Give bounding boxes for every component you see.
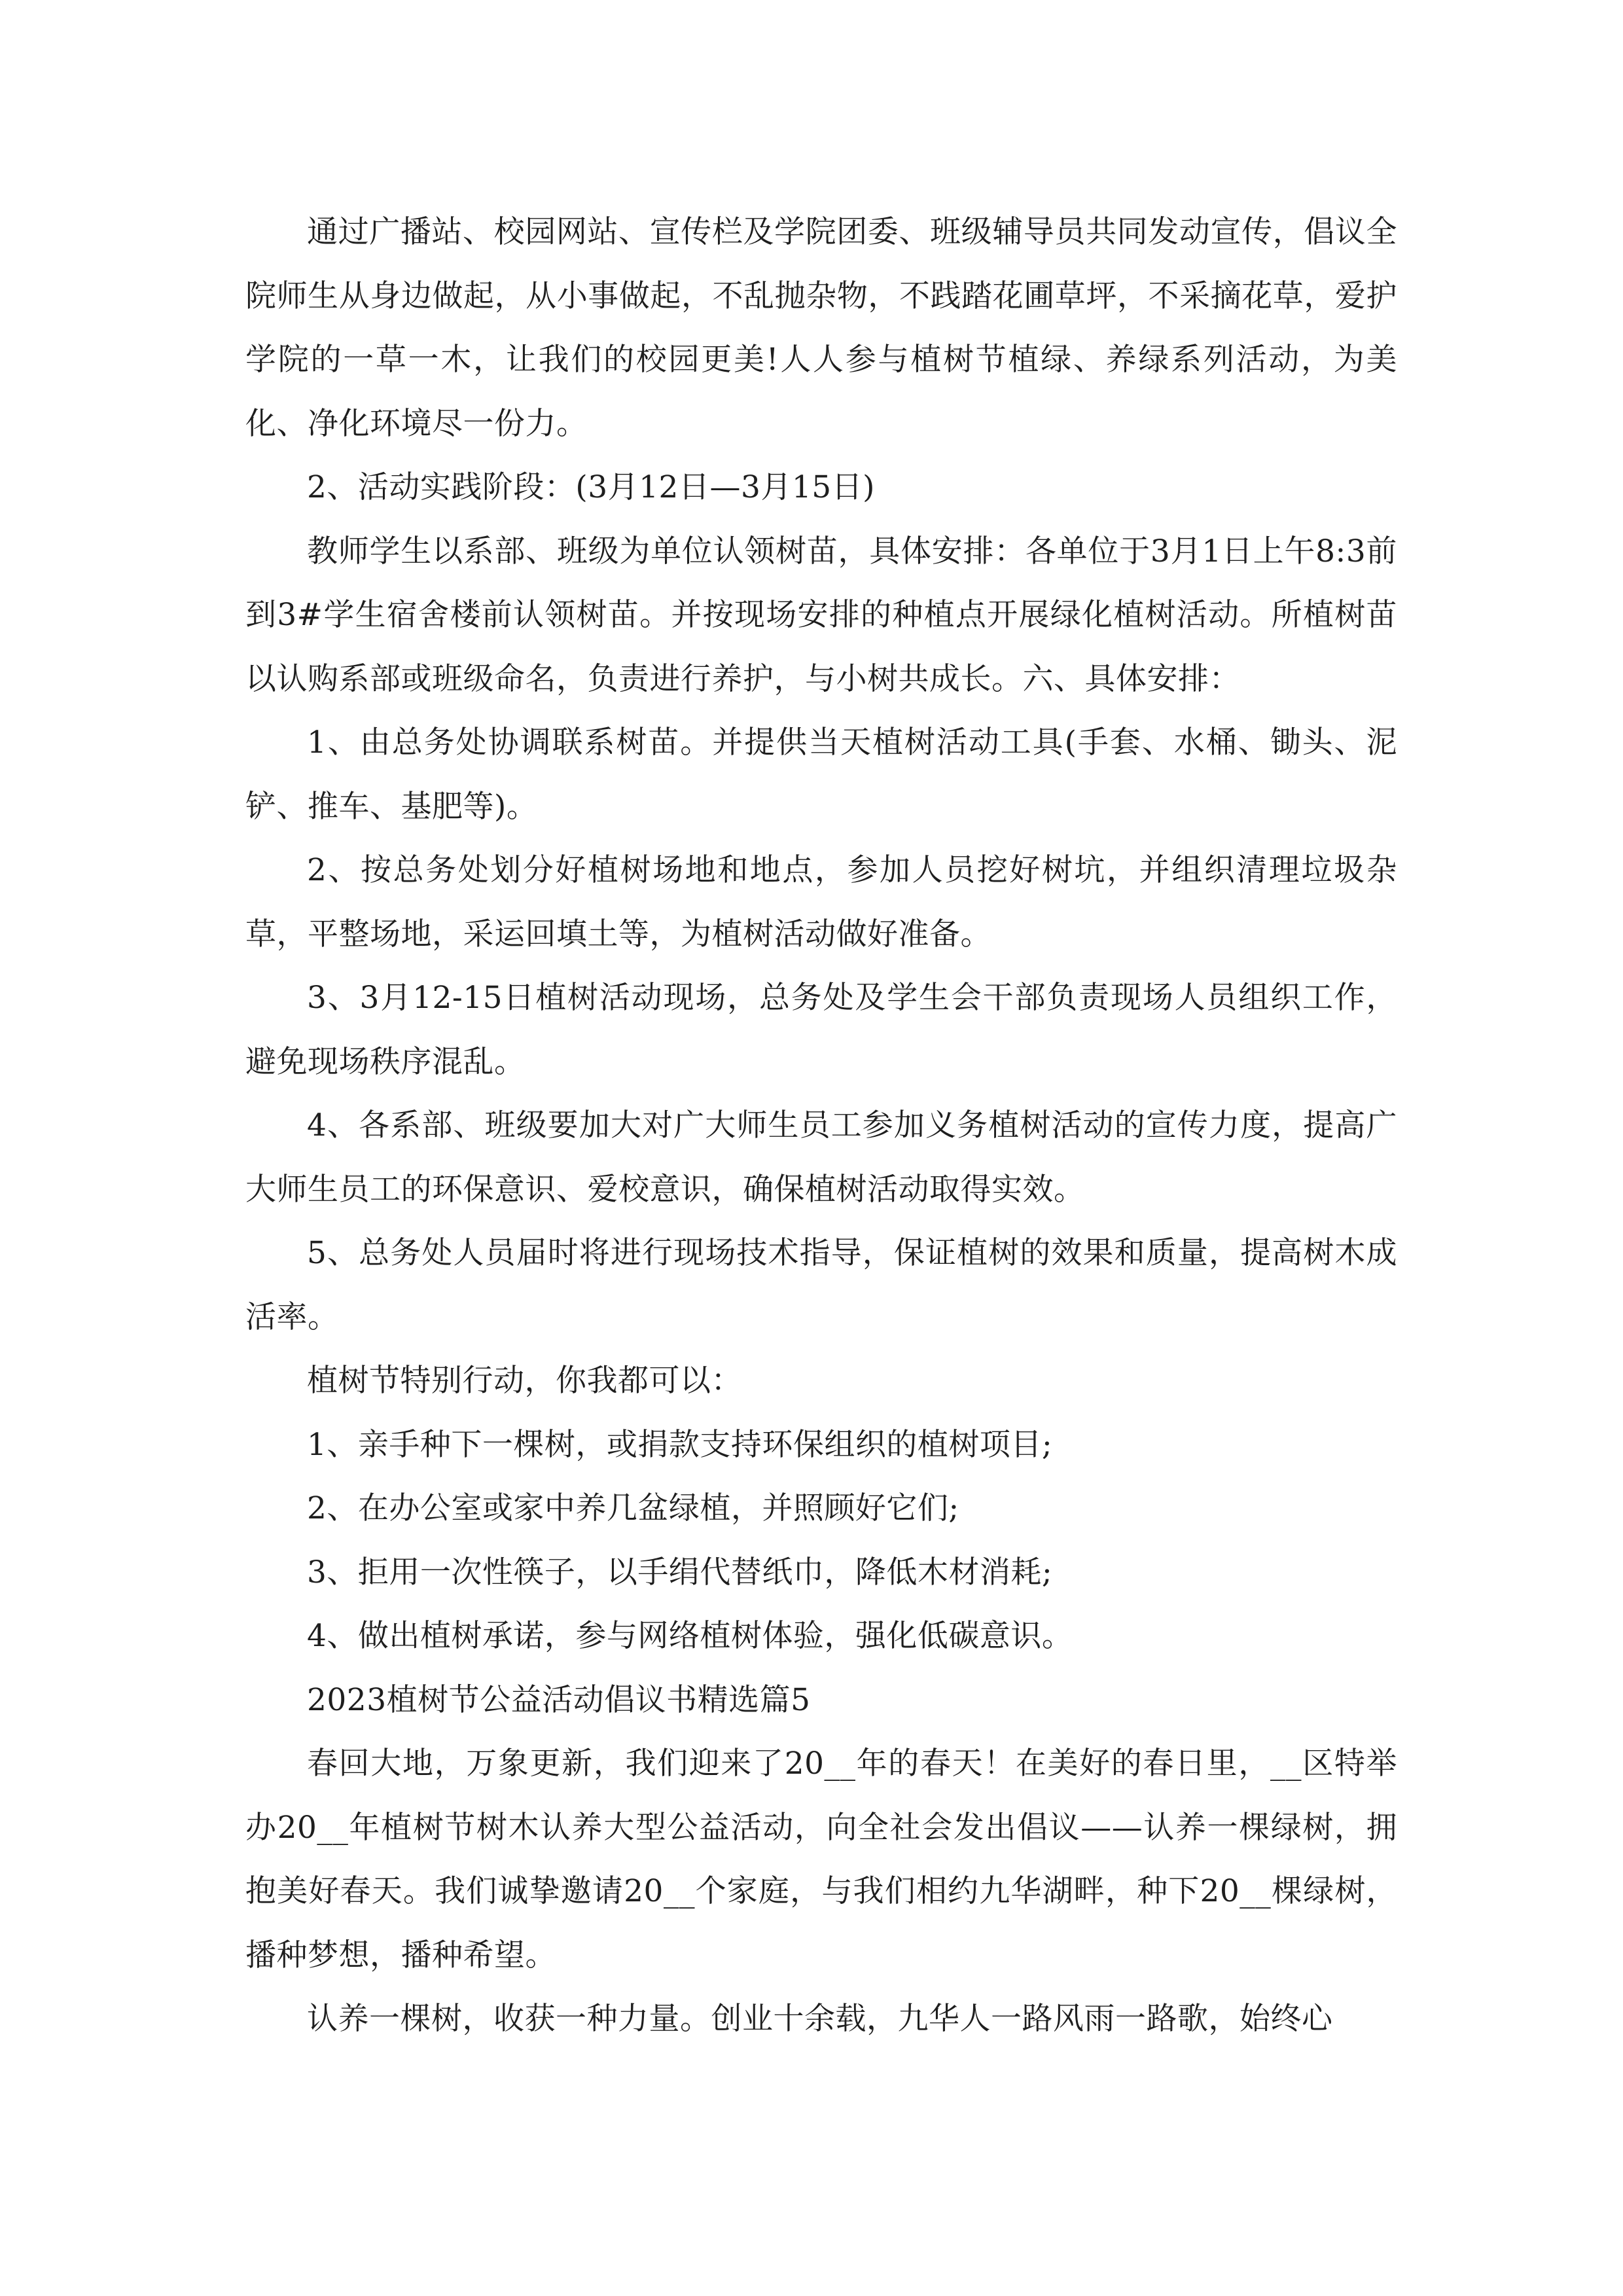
paragraph-arrangement-3: 3、3月12-15日植树活动现场，总务处及学生会干部负责现场人员组织工作，避免现场秩序混乱。 (245, 980, 1397, 1080)
paragraph-special-action: 植树节特别行动，你我都可以： (307, 1363, 742, 1399)
paragraph-arrangement-2: 2、按总务处划分好植树场地和地点，参加人员挖好树坑，并组织清理垃圾杂草，平整场地，采运回填土等，为植树活动做好准备。 (245, 852, 1397, 952)
paragraph-spring: 春回大地，万象更新，我们迎来了20__年的春天！在美好的春日里，__区特举办20__年植树节树木认养大型公益活动，向全社会发出倡议——认养一棵绿树，拥抱美好春天。我们诚挚邀请20__个家庭，与我们相约九华湖畔，种下20__棵绿树，播种梦想，播种希望。 (245, 1746, 1397, 1973)
paragraph-arrangement-4: 4、各系部、班级要加大对广大师生员工参加义务植树活动的宣传力度，提高广大师生员工的环保意识、爱校意识，确保植树活动取得实效。 (245, 1107, 1397, 1208)
section-heading: 2023植树节公益活动倡议书精选篇5 (307, 1681, 811, 1718)
paragraph-adopt-tree: 认养一棵树，收获一种力量。创业十余载，九华人一路风雨一路歌，始终心 (307, 2001, 1333, 2037)
paragraph-arrangement-1: 1、由总务处协调联系树苗。并提供当天植树活动工具(手套、水桶、锄头、泥铲、推车、基肥等)。 (245, 725, 1397, 825)
paragraph-action-1: 1、亲手种下一棵树，或捐款支持环保组织的植树项目; (307, 1426, 1053, 1463)
paragraph-practice-stage: 2、活动实践阶段：(3月12日—3月15日) (307, 469, 875, 505)
paragraph-claim-saplings: 教师学生以系部、班级为单位认领树苗，具体安排：各单位于3月1日上午8:3前到3#学生宿舍楼前认领树苗。并按现场安排的种植点开展绿化植树活动。所植树苗以认购系部或班级命名，负责进行养护，与小树共成长。六、具体安排： (245, 533, 1397, 697)
paragraph-action-3: 3、拒用一次性筷子，以手绢代替纸巾，降低木材消耗; (307, 1554, 1053, 1590)
document-body (245, 200, 1397, 2051)
paragraph-publicity: 通过广播站、校园网站、宣传栏及学院团委、班级辅导员共同发动宣传，倡议全院师生从身边做起，从小事做起，不乱抛杂物，不践踏花圃草坪，不采摘花草，爱护学院的一草一木，让我们的校园更美!人人参与植树节植绿、养绿系列活动，为美化、净化环境尽一份力。 (245, 214, 1397, 442)
paragraph-arrangement-5: 5、总务处人员届时将进行现场技术指导，保证植树的效果和质量，提高树木成活率。 (245, 1235, 1397, 1335)
paragraph-action-2: 2、在办公室或家中养几盆绿植，并照顾好它们; (307, 1490, 959, 1526)
paragraph-action-4: 4、做出植树承诺，参与网络植树体验，强化低碳意识。 (307, 1618, 1073, 1654)
